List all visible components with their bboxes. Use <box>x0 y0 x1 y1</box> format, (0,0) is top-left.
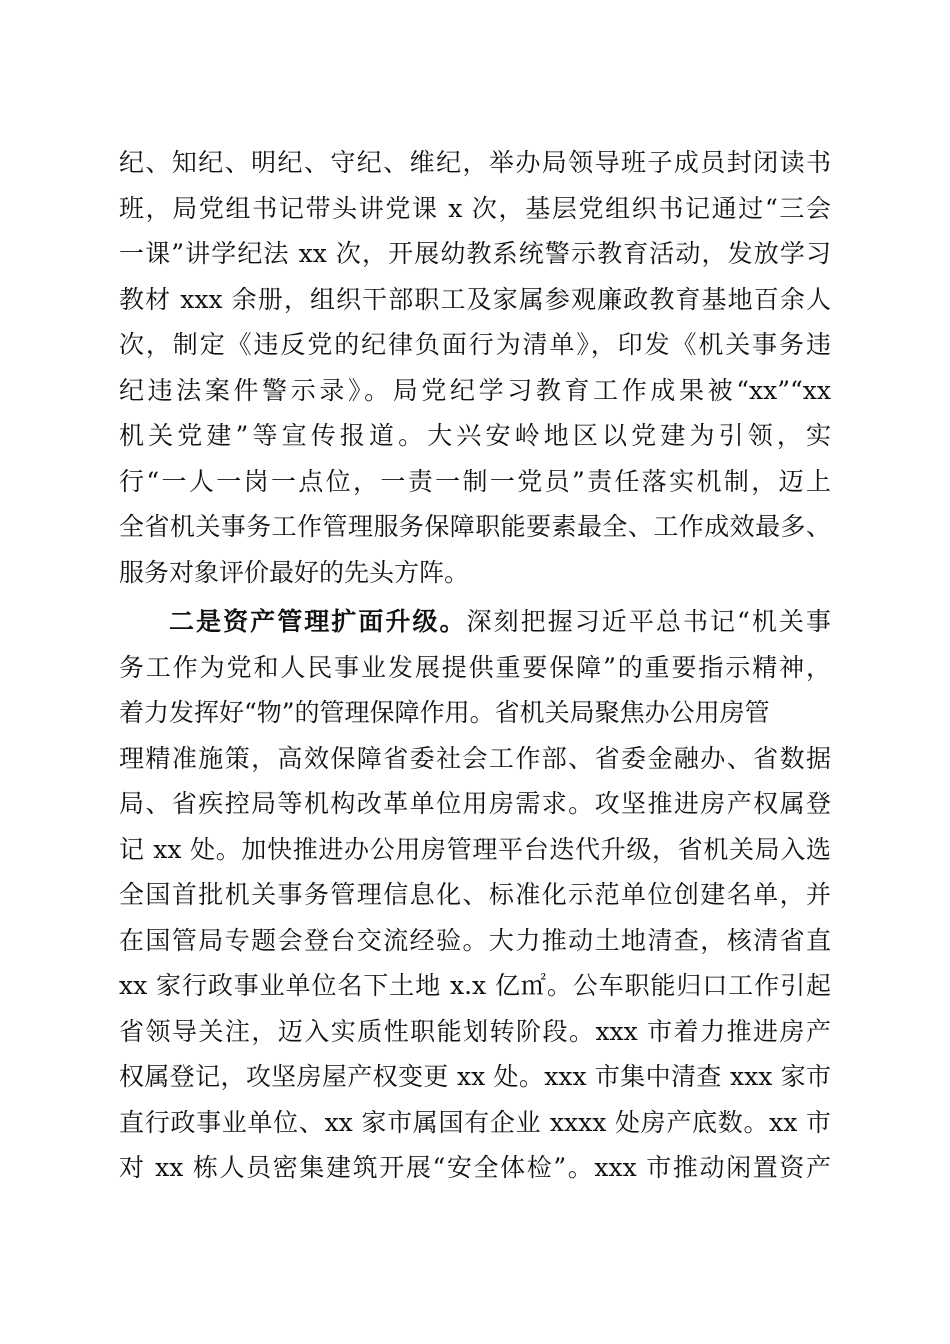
text-line: xx 家行政事业单位名下土地 x.x 亿㎡。公车职能归口工作引起 <box>119 971 831 1000</box>
paragraph-heading: 二是资产管理扩面升级。 <box>169 607 467 636</box>
text-line: 教材 xxx 余册，组织干部职工及家属参观廉政教育基地百余人 <box>119 284 831 314</box>
text-line: 纪违法案件警示录》。局党纪学习教育工作成果被“xx”“xx <box>119 375 831 405</box>
paragraph-party-discipline <box>119 140 831 595</box>
text-line: 着力发挥好“物”的管理保障作用。省机关局聚焦办公用房管 <box>119 698 770 727</box>
text-line: 直行政事业单位、xx 家市属国有企业 xxxx 处房产底数。xx 市 <box>119 1107 831 1137</box>
text-line: 对 xx 栋人员密集建筑开展“安全体检”。xxx 市推动闲置资产 <box>119 1153 831 1182</box>
text-span: 深刻把握习近平总书记“机关事 <box>466 607 831 636</box>
text-line: 服务对象评价最好的先头方阵。 <box>119 557 470 587</box>
text-line: 次，制定《违反党的纪律负面行为清单》，印发《机关事务违 <box>119 330 831 359</box>
text-line: 纪、知纪、明纪、守纪、维纪，举办局领导班子成员封闭读书 <box>119 148 831 177</box>
text-line: 记 xx 处。加快推进办公用房管理平台迭代升级，省机关局入选 <box>119 834 831 864</box>
text-line: 一课”讲学纪法 xx 次，开展幼教系统警示教育活动，发放学习 <box>119 239 831 268</box>
text-line: 务工作为党和人民事业发展提供重要保障”的重要指示精神， <box>119 652 831 682</box>
text-line: 班，局党组书记带头讲党课 x 次，基层党组织书记通过“三会 <box>119 193 831 223</box>
text-line: 机关党建”等宣传报道。大兴安岭地区以党建为引领，实 <box>119 421 831 450</box>
text-line-first <box>119 599 831 645</box>
body-text <box>119 140 831 1191</box>
text-line: 理精准施策，高效保障省委社会工作部、省委金融办、省数据 <box>119 743 831 773</box>
text-line: 在国管局专题会登台交流经验。大力推动土地清查，核清省直 <box>119 925 831 955</box>
text-line: 权属登记，攻坚房屋产权变更 xx 处。xxx 市集中清查 xxx 家市 <box>119 1062 831 1091</box>
text-line: 全省机关事务工作管理服务保障职能要素最全、工作成效最多、 <box>119 512 831 541</box>
text-line: 行“一人一岗一点位，一责一制一党员”责任落实机制，迈上 <box>119 466 831 496</box>
text-line: 局、省疾控局等机构改革单位用房需求。攻坚推进房产权属登 <box>119 789 831 818</box>
paragraph-asset-management <box>119 599 831 1191</box>
text-line: 全国首批机关事务管理信息化、标准化示范单位创建名单，并 <box>119 880 831 909</box>
text-line: 省领导关注，迈入实质性职能划转阶段。xxx 市着力推进房产 <box>119 1016 831 1046</box>
